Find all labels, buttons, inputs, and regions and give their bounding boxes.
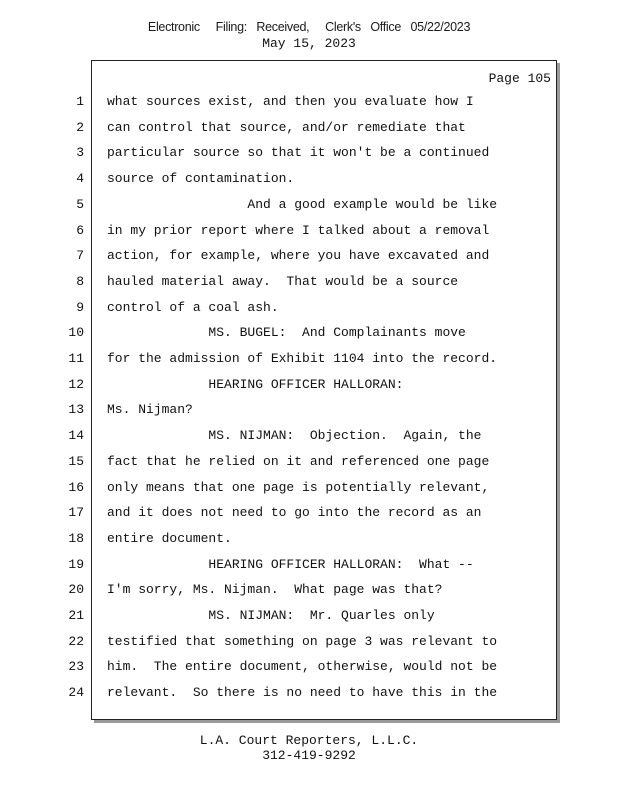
- line-number: 5: [76, 196, 84, 212]
- transcript-line: HEARING OFFICER HALLORAN: What --: [107, 556, 474, 572]
- line-number: 9: [76, 299, 84, 315]
- reporter-footer: [0, 733, 618, 763]
- line-number: 7: [76, 248, 84, 264]
- line-number: 22: [68, 633, 84, 649]
- transcript-line: fact that he relied on it and referenced one page: [107, 453, 490, 469]
- transcript-line: what sources exist, and then you evaluate how I: [107, 94, 474, 109]
- transcript-line: And a good example would be like: [107, 196, 498, 212]
- transcript-line: HEARING OFFICER HALLORAN:: [107, 376, 404, 392]
- transcript-line: I'm sorry, Ms. Nijman. What page was that?: [107, 582, 443, 598]
- line-number: 18: [68, 530, 84, 546]
- transcript-line: hauled material away. That would be a source: [107, 273, 459, 289]
- transcript-line: entire document.: [107, 530, 232, 546]
- transcript-line: and it does not need to go into the record as an: [107, 505, 482, 521]
- transcript-line: control of a coal ash.: [107, 299, 279, 315]
- line-number: 20: [68, 582, 84, 598]
- transcript-line: MS. BUGEL: And Complainants move: [107, 325, 466, 341]
- line-number: 6: [76, 222, 84, 238]
- transcript-line: testified that something on page 3 was relevant to: [107, 633, 498, 649]
- transcript-line: only means that one page is potentially relevant,: [107, 479, 490, 495]
- page-number: Page 105: [488, 71, 551, 86]
- line-number: 24: [68, 685, 84, 701]
- line-number: 2: [76, 119, 84, 135]
- transcript-line: for the admission of Exhibit 1104 into the record.: [107, 351, 498, 366]
- line-number: 16: [68, 479, 84, 495]
- line-number: 13: [68, 402, 84, 418]
- transcript-line: Ms. Nijman?: [107, 402, 193, 418]
- line-number: 19: [68, 556, 84, 572]
- line-number: 1: [76, 94, 84, 109]
- hearing-date: May 15, 2023: [262, 36, 356, 51]
- line-number: 17: [68, 505, 84, 521]
- line-number: 8: [76, 273, 84, 289]
- line-number: 3: [76, 145, 84, 161]
- transcript-line: can control that source, and/or remediate that: [107, 119, 466, 135]
- line-number: 12: [68, 376, 84, 392]
- line-number: 11: [68, 351, 84, 366]
- transcript-line: particular source so that it won't be a continued: [107, 145, 490, 161]
- transcript-line: action, for example, where you have excavated and: [107, 248, 490, 264]
- filing-stamp: Electronic Filing: Received, Clerk's Office 05/22/2023: [147, 20, 471, 34]
- transcript-line: him. The entire document, otherwise, would not be: [107, 659, 498, 675]
- transcript-line: source of contamination.: [107, 171, 295, 187]
- transcript-line: relevant. So there is no need to have this in the: [107, 685, 498, 701]
- line-number: 15: [68, 453, 84, 469]
- line-number: 10: [68, 325, 84, 341]
- reporter-company: L.A. Court Reporters, L.L.C.: [199, 733, 419, 748]
- transcript-line: in my prior report where I talked about a removal: [107, 222, 490, 238]
- line-number: 23: [68, 659, 84, 675]
- line-number: 14: [68, 428, 84, 444]
- line-number: 4: [76, 171, 84, 187]
- transcript-line: MS. NIJMAN: Objection. Again, the: [107, 428, 482, 444]
- transcript-line: MS. NIJMAN: Mr. Quarles only: [107, 608, 435, 623]
- reporter-phone: 312-419-9292: [262, 748, 356, 763]
- line-number: 21: [68, 608, 84, 623]
